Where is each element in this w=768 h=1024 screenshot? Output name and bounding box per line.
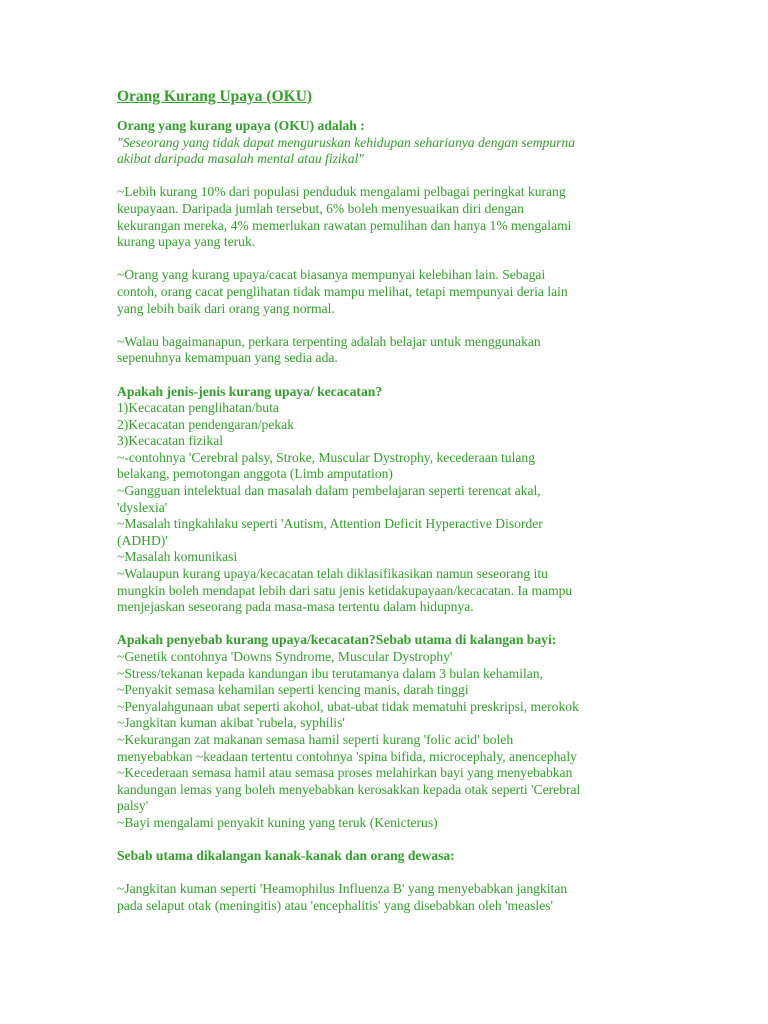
causes-line: ~Stress/tekanan kepada kandungan ibu terutamanya dalam 3 bulan kehamilan,: [117, 665, 543, 681]
causes-heading: Apakah penyebab kurang upaya/kecacatan?Sebab utama di kalangan bayi:: [117, 632, 557, 648]
types-line: 2)Kecacatan pendengaran/pekak: [117, 416, 294, 432]
types-line: mungkin boleh mendapat lebih dari satu jenis ketidakupayaan/kecacatan. Ia mampu: [117, 582, 573, 598]
causes-line: palsy': [117, 798, 149, 814]
causes-line: ~Penyakit semasa kehamilan seperti kencing manis, darah tinggi: [117, 682, 469, 698]
types-line: belakang, pemotongan anggota (Limb amputation): [117, 466, 393, 482]
paragraph-learning: [117, 334, 657, 367]
types-line: 1)Kecacatan penglihatan/buta: [117, 400, 279, 416]
paragraph-statistics: [117, 184, 657, 250]
adults-line: ~Jangkitan kuman seperti 'Heamophilus Influenza B' yang menyebabkan jangkitan: [117, 881, 568, 897]
types-section: [117, 384, 657, 616]
document-page: [117, 88, 657, 915]
paragraph-line: kekurangan mereka, 4% memerlukan rawatan pemulihan dan hanya 1% mengalami: [117, 217, 572, 233]
paragraph-line: ~Orang yang kurang upaya/cacat biasanya mempunyai kelebihan lain. Sebagai: [117, 267, 546, 283]
document-title: Orang Kurang Upaya (OKU): [117, 88, 313, 105]
causes-line: kandungan lemas yang boleh menyebabkan kerosakkan kepada otak seperti 'Cerebral: [117, 781, 581, 797]
types-line: ~Masalah komunikasi: [117, 549, 238, 565]
causes-line: ~Jangkitan kuman akibat 'rubela, syphilis': [117, 715, 345, 731]
paragraph-line: ~Lebih kurang 10% dari populasi penduduk mengalami pelbagai peringkat kurang: [117, 184, 566, 200]
definition-block: [117, 118, 657, 168]
causes-line: menyebabkan ~keadaan tertentu contohnya 'spina bifida, microcephaly, anencephaly: [117, 748, 577, 764]
types-heading: Apakah jenis-jenis kurang upaya/ kecacatan?: [117, 383, 383, 399]
definition-quote-line: akibat daripada masalah mental atau fizikal": [117, 151, 364, 167]
paragraph-line: sepenuhnya kemampuan yang sedia ada.: [117, 350, 338, 366]
paragraph-line: contoh, orang cacat penglihatan tidak mampu melihat, tetapi mempunyai deria lain: [117, 283, 568, 299]
types-line: 'dyslexia': [117, 499, 168, 515]
types-line: ~Gangguan intelektual dan masalah dalam pembelajaran seperti terencat akal,: [117, 483, 541, 499]
causes-section: [117, 632, 657, 831]
causes-line: ~Genetik contohnya 'Downs Syndrome, Muscular Dystrophy': [117, 649, 453, 664]
adults-section: [117, 848, 657, 914]
adults-heading: Sebab utama dikalangan kanak-kanak dan orang dewasa:: [117, 848, 455, 864]
paragraph-line: yang lebih baik dari orang yang normal.: [117, 300, 335, 316]
paragraph-line: keupayaan. Daripada jumlah tersebut, 6% boleh menyesuaikan diri dengan: [117, 200, 524, 216]
types-line: 3)Kecacatan fizikal: [117, 433, 224, 449]
causes-line: ~Bayi mengalami penyakit kuning yang teruk (Kenicterus): [117, 814, 438, 830]
types-line: ~Walaupun kurang upaya/kecacatan telah diklasifikasikan namun seseorang itu: [117, 566, 548, 582]
types-line: (ADHD)': [117, 532, 168, 548]
causes-line: ~Kecederaan semasa hamil atau semasa proses melahirkan bayi yang menyebabkan: [117, 765, 573, 781]
types-line: ~Masalah tingkahlaku seperti 'Autism, Attention Deficit Hyperactive Disorder: [117, 516, 543, 532]
definition-heading: Orang yang kurang upaya (OKU) adalah :: [117, 118, 365, 133]
types-line: ~-contohnya 'Cerebral palsy, Stroke, Muscular Dystrophy, kecederaan tulang: [117, 449, 535, 465]
paragraph-abilities: [117, 267, 657, 317]
causes-line: ~Kekurangan zat makanan semasa hamil seperti kurang 'folic acid' boleh: [117, 731, 514, 747]
paragraph-line: ~Walau bagaimanapun, perkara terpenting adalah belajar untuk menggunakan: [117, 333, 541, 349]
adults-line: pada selaput otak (meningitis) atau 'encephalitis' yang disebabkan oleh 'measles': [117, 897, 553, 913]
causes-line: ~Penyalahgunaan ubat seperti akohol, ubat-ubat tidak mematuhi preskripsi, merokok: [117, 698, 579, 714]
types-line: menjejaskan seseorang pada masa-masa tertentu dalam hidupnya.: [117, 599, 474, 615]
definition-quote-line: "Seseorang yang tidak dapat menguruskan kehidupan seharianya dengan sempurna: [117, 134, 576, 150]
paragraph-line: kurang upaya yang teruk.: [117, 234, 256, 250]
